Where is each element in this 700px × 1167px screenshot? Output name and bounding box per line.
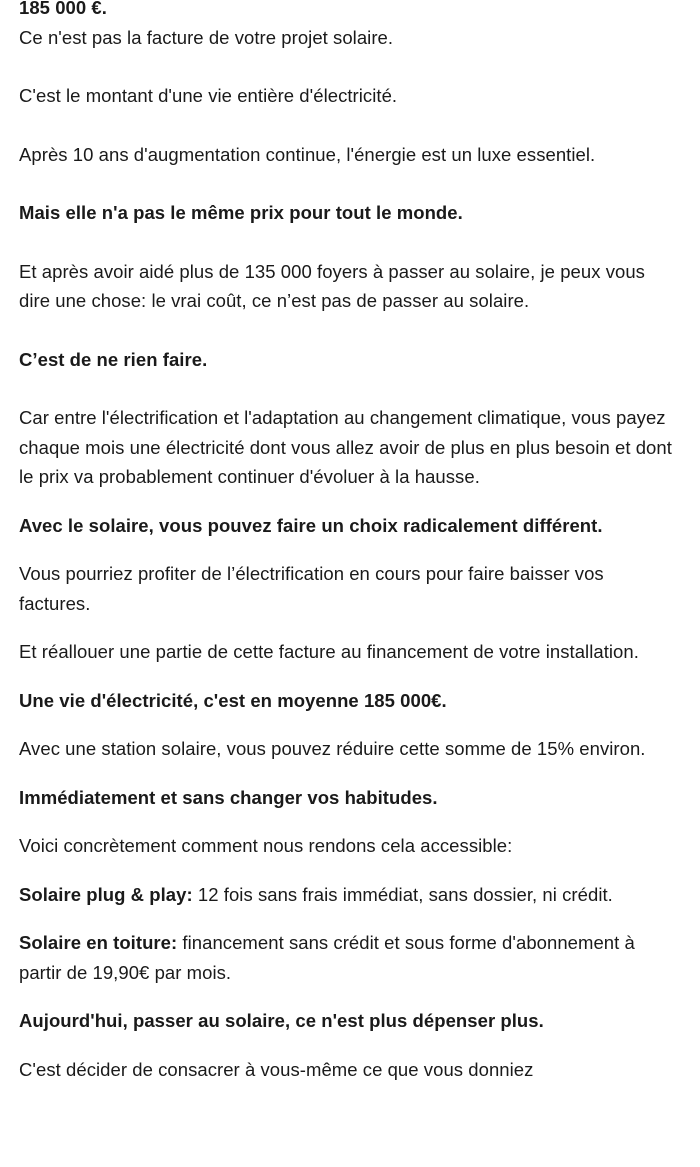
paragraph-do-nothing: C’est de ne rien faire. [19,348,208,370]
offer-plug-label: Solaire plug & play: [19,883,193,905]
paragraph-electrification: Car entre l'électrification et l'adaptation au changement climatique, vous payez chaque mois une électricité dont vous allez avoir de plus en plus besoin et dont le prix va probablement continuer d'évoluer à la hausse. [19,407,672,487]
paragraph-lifetime: C'est le montant d'une vie entière d'électricité. [19,85,398,106]
offer-roof-label: Solaire en toiture: [19,932,178,953]
post-body [19,0,679,1084]
offer-plug-text: 12 fois sans frais immédiat, sans dossier, ni crédit. [192,883,613,905]
paragraph-reallocate: Et réallouer une partie de cette facture au financement de votre installation. [19,641,639,662]
intro-paragraph: Ce n'est pas la facture de votre projet solaire. [19,26,394,48]
paragraph-lower-bills: Vous pourriez profiter de l’électrification en cours pour faire baisser vos factures. [19,563,604,614]
paragraph-decide: C'est décider de consacrer à vous-même ce que vous donniez [19,1058,534,1080]
paragraph-immediately: Immédiatement et sans changer vos habitudes. [19,786,438,808]
paragraph-solar-choice: Avec le solaire, vous pouvez faire un choix radicalement différent. [19,514,603,536]
headline-amount: 185 000 €. [19,0,107,18]
paragraph-not-same-price: Mais elle n'a pas le même prix pour tout le monde. [19,202,463,223]
paragraph-today: Aujourd'hui, passer au solaire, ce n'est plus dépenser plus. [19,1010,544,1031]
paragraph-concretely: Voici concrètement comment nous rendons cela accessible: [19,835,513,856]
offer-plug-and-play [19,880,679,910]
offer-roof-text: financement sans crédit et sous forme d'abonnement à partir de 19,90€ par mois. [19,932,635,983]
paragraph-average: Une vie d'électricité, c'est en moyenne 185 000€. [19,689,447,711]
paragraph-increase: Après 10 ans d'augmentation continue, l'énergie est un luxe essentiel. [19,143,596,165]
paragraph-reduce: Avec une station solaire, vous pouvez réduire cette somme de 15% environ. [19,738,646,759]
paragraph-helped: Et après avoir aidé plus de 135 000 foyers à passer au solaire, je peux vous dire une chose: le vrai coût, ce n’est pas de passer au solaire. [19,260,645,311]
offer-roof [19,928,679,987]
